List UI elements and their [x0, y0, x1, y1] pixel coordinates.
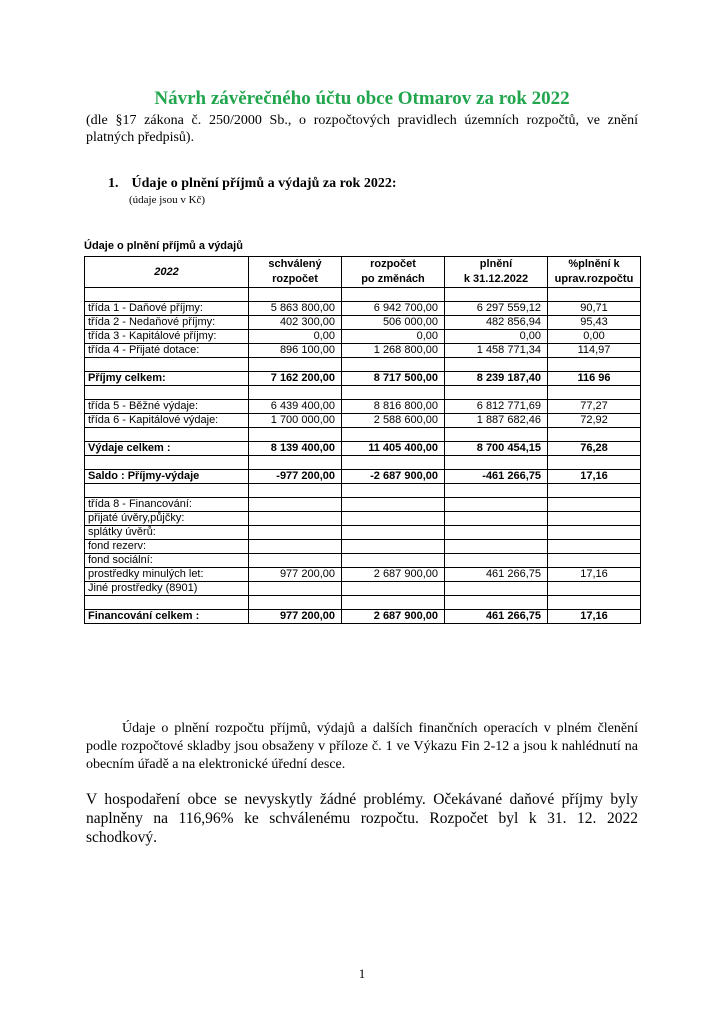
cell-adjusted — [342, 512, 445, 526]
cell-adjusted — [342, 428, 445, 442]
cell-adjusted: -2 687 900,00 — [342, 470, 445, 484]
row-label: prostředky minulých let: — [85, 568, 249, 582]
cell-percent — [548, 554, 641, 568]
paragraph-report-note: Údaje o plnění rozpočtu příjmů, výdajů a dalších finančních operacích v plném členění podle rozpočtové skladby jsou obsaženy v příloze č. 1 ve Výkazu Fin 2-12 a jsou k nahlédnutí na obecním úřadě a na elektronické úřední desce. — [86, 721, 638, 772]
cell-percent: 116 96 — [548, 372, 641, 386]
cell-percent — [548, 540, 641, 554]
cell-adjusted — [342, 484, 445, 498]
section-number: 1. — [108, 176, 119, 191]
cell-percent — [548, 484, 641, 498]
cell-actual: 0,00 — [445, 330, 548, 344]
table-row — [85, 568, 641, 582]
row-label: třída 2 - Nedaňové příjmy: — [85, 316, 249, 330]
cell-actual — [445, 526, 548, 540]
cell-percent — [548, 512, 641, 526]
row-label — [85, 386, 249, 400]
table-row — [85, 512, 641, 526]
table-row — [85, 596, 641, 610]
cell-percent: 76,28 — [548, 442, 641, 456]
table-row — [85, 386, 641, 400]
row-label — [85, 456, 249, 470]
row-label: přijaté úvěry,půjčky: — [85, 512, 249, 526]
table-row — [85, 554, 641, 568]
paragraph-summary: V hospodaření obce se nevyskytly žádné problémy. Očekávané daňové příjmy byly naplněny na 116,96% ke schválenému rozpočtu. Rozpočet byl k 31. 12. 2022 schodkový. — [86, 791, 638, 846]
header-adjusted: rozpočet po změnách — [342, 257, 445, 288]
table-row — [85, 582, 641, 596]
cell-approved: 7 162 200,00 — [249, 372, 342, 386]
table-row — [85, 358, 641, 372]
cell-adjusted — [342, 498, 445, 512]
cell-approved — [249, 484, 342, 498]
cell-approved — [249, 526, 342, 540]
cell-percent — [548, 596, 641, 610]
cell-percent: 95,43 — [548, 316, 641, 330]
row-label — [85, 428, 249, 442]
row-label: třída 4 - Přijaté dotace: — [85, 344, 249, 358]
cell-approved — [249, 456, 342, 470]
cell-actual: 1 458 771,34 — [445, 344, 548, 358]
cell-approved — [249, 554, 342, 568]
cell-adjusted: 11 405 400,00 — [342, 442, 445, 456]
row-label — [85, 596, 249, 610]
cell-actual: 8 700 454,15 — [445, 442, 548, 456]
cell-percent: 72,92 — [548, 414, 641, 428]
header-percent: %plnění k uprav.rozpočtu — [548, 257, 641, 288]
cell-approved: 402 300,00 — [249, 316, 342, 330]
section-note: (údaje jsou v Kč) — [129, 194, 206, 206]
row-label — [85, 358, 249, 372]
row-label: třída 5 - Běžné výdaje: — [85, 400, 249, 414]
table-row — [85, 288, 641, 302]
row-label: Jiné prostředky (8901) — [85, 582, 249, 596]
page-number: 1 — [358, 966, 366, 981]
cell-approved — [249, 512, 342, 526]
cell-approved — [249, 498, 342, 512]
cell-adjusted: 8 816 800,00 — [342, 400, 445, 414]
table-row — [85, 498, 641, 512]
cell-approved: 977 200,00 — [249, 610, 342, 624]
table-row — [85, 400, 641, 414]
table-row — [85, 484, 641, 498]
cell-actual: 461 266,75 — [445, 568, 548, 582]
section-heading-text: Údaje o plnění příjmů a výdajů za rok 2022: — [131, 176, 397, 191]
cell-adjusted — [342, 386, 445, 400]
cell-adjusted: 8 717 500,00 — [342, 372, 445, 386]
cell-actual: 6 812 771,69 — [445, 400, 548, 414]
cell-approved: 0,00 — [249, 330, 342, 344]
cell-percent — [548, 358, 641, 372]
cell-actual: -461 266,75 — [445, 470, 548, 484]
cell-percent: 17,16 — [548, 568, 641, 582]
cell-adjusted: 0,00 — [342, 330, 445, 344]
cell-adjusted — [342, 358, 445, 372]
cell-actual: 461 266,75 — [445, 610, 548, 624]
cell-percent — [548, 582, 641, 596]
row-label: Příjmy celkem: — [85, 372, 249, 386]
cell-actual — [445, 512, 548, 526]
cell-actual — [445, 358, 548, 372]
table-row — [85, 302, 641, 316]
cell-actual — [445, 456, 548, 470]
cell-percent: 114,97 — [548, 344, 641, 358]
cell-approved — [249, 540, 342, 554]
cell-approved: 5 863 800,00 — [249, 302, 342, 316]
cell-approved — [249, 288, 342, 302]
row-label: fond rezerv: — [85, 540, 249, 554]
row-label: třída 3 - Kapitálové příjmy: — [85, 330, 249, 344]
cell-approved: 6 439 400,00 — [249, 400, 342, 414]
table-caption: Údaje o plnění příjmů a výdajů — [84, 240, 243, 252]
cell-adjusted — [342, 526, 445, 540]
cell-approved — [249, 596, 342, 610]
cell-approved — [249, 428, 342, 442]
row-label: třída 8 - Financování: — [85, 498, 249, 512]
cell-actual: 6 297 559,12 — [445, 302, 548, 316]
cell-actual — [445, 386, 548, 400]
row-label: Saldo : Příjmy-výdaje — [85, 470, 249, 484]
table-row — [85, 456, 641, 470]
table-row — [85, 526, 641, 540]
table-row — [85, 442, 641, 456]
row-label: splátky úvěrů: — [85, 526, 249, 540]
table-row — [85, 470, 641, 484]
cell-percent: 77,27 — [548, 400, 641, 414]
row-label — [85, 484, 249, 498]
cell-approved: -977 200,00 — [249, 470, 342, 484]
table-row — [85, 372, 641, 386]
table-row — [85, 540, 641, 554]
row-label: třída 1 - Daňové příjmy: — [85, 302, 249, 316]
cell-adjusted: 2 588 600,00 — [342, 414, 445, 428]
cell-actual: 482 856,94 — [445, 316, 548, 330]
cell-adjusted: 2 687 900,00 — [342, 568, 445, 582]
header-actual: plnění k 31.12.2022 — [445, 257, 548, 288]
cell-actual — [445, 288, 548, 302]
cell-percent — [548, 288, 641, 302]
subtitle: (dle §17 zákona č. 250/2000 Sb., o rozpočtových pravidlech územních rozpočtů, ve znění platných předpisů). — [86, 113, 638, 145]
table-row — [85, 316, 641, 330]
row-label: fond sociální: — [85, 554, 249, 568]
cell-actual — [445, 484, 548, 498]
cell-adjusted — [342, 456, 445, 470]
cell-actual — [445, 540, 548, 554]
cell-adjusted — [342, 554, 445, 568]
cell-actual: 8 239 187,40 — [445, 372, 548, 386]
table-row — [85, 330, 641, 344]
cell-adjusted: 1 268 800,00 — [342, 344, 445, 358]
table-row — [85, 428, 641, 442]
row-label: třída 6 - Kapitálové výdaje: — [85, 414, 249, 428]
cell-adjusted: 6 942 700,00 — [342, 302, 445, 316]
cell-approved: 1 700 000,00 — [249, 414, 342, 428]
cell-adjusted: 506 000,00 — [342, 316, 445, 330]
row-label: Výdaje celkem : — [85, 442, 249, 456]
cell-percent: 17,16 — [548, 610, 641, 624]
cell-percent — [548, 386, 641, 400]
cell-percent: 17,16 — [548, 470, 641, 484]
cell-approved: 896 100,00 — [249, 344, 342, 358]
table-row — [85, 610, 641, 624]
cell-percent: 90,71 — [548, 302, 641, 316]
cell-adjusted — [342, 582, 445, 596]
row-label — [85, 288, 249, 302]
cell-approved — [249, 358, 342, 372]
cell-adjusted: 2 687 900,00 — [342, 610, 445, 624]
table-header-row — [85, 257, 641, 288]
cell-actual — [445, 498, 548, 512]
cell-percent: 0,00 — [548, 330, 641, 344]
cell-approved — [249, 386, 342, 400]
row-label: Financování celkem : — [85, 610, 249, 624]
cell-adjusted — [342, 288, 445, 302]
cell-percent — [548, 526, 641, 540]
header-year: 2022 — [85, 257, 249, 288]
cell-actual — [445, 596, 548, 610]
cell-approved: 977 200,00 — [249, 568, 342, 582]
section-heading — [108, 176, 396, 192]
cell-adjusted — [342, 540, 445, 554]
budget-table — [84, 256, 641, 624]
cell-actual — [445, 582, 548, 596]
table-row — [85, 414, 641, 428]
page-title: Návrh závěrečného účtu obce Otmarov za rok 2022 — [154, 88, 570, 109]
cell-percent — [548, 456, 641, 470]
cell-adjusted — [342, 596, 445, 610]
header-approved: schválený rozpočet — [249, 257, 342, 288]
cell-percent — [548, 428, 641, 442]
cell-approved — [249, 582, 342, 596]
cell-actual: 1 887 682,46 — [445, 414, 548, 428]
table-row — [85, 344, 641, 358]
cell-percent — [548, 498, 641, 512]
cell-actual — [445, 554, 548, 568]
cell-actual — [445, 428, 548, 442]
cell-approved: 8 139 400,00 — [249, 442, 342, 456]
